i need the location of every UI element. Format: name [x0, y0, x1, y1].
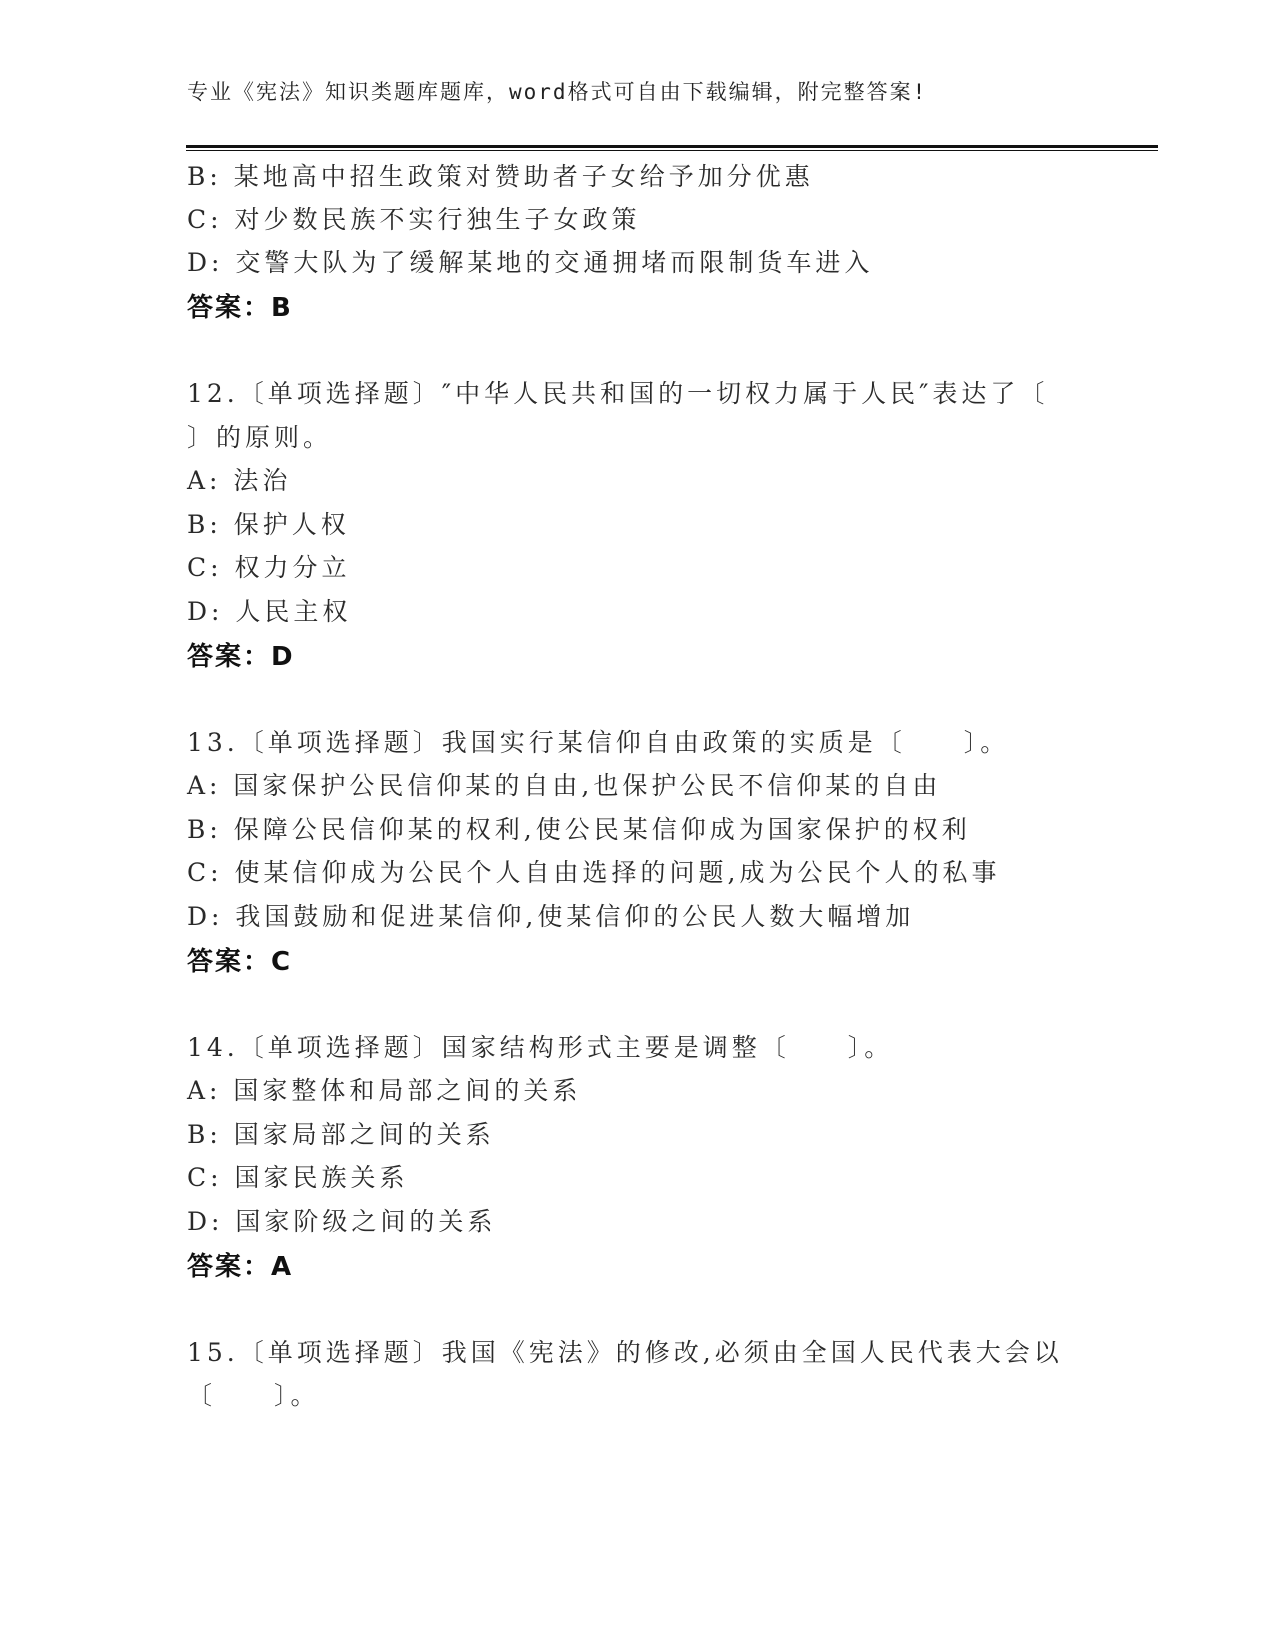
option-a: A: 法治 [187, 466, 292, 495]
page-header: 专业《宪法》知识类题库题库，word格式可自由下载编辑，附完整答案! [187, 80, 928, 104]
option-b: B: 国家局部之间的关系 [187, 1120, 495, 1149]
question-stem-cont: 〔 〕。 [187, 1381, 320, 1410]
question-stem: 12.〔单项选择题〕″中华人民共和国的一切权力属于人民″表达了〔 [187, 379, 1049, 408]
option-b: B: 保障公民信仰某的权利,使公民某信仰成为国家保护的权利 [187, 815, 971, 844]
answer: 答案：D [187, 642, 295, 672]
answer: 答案：A [187, 1252, 294, 1282]
option-c: C: 权力分立 [187, 553, 351, 582]
answer: 答案：B [187, 293, 293, 323]
option-d: D: 人民主权 [187, 597, 352, 626]
option-d: D: 交警大队为了缓解某地的交通拥堵而限制货车进入 [187, 248, 874, 277]
question-stem: 15.〔单项选择题〕我国《宪法》的修改,必须由全国人民代表大会以 [187, 1338, 1063, 1367]
option-d: D: 我国鼓励和促进某信仰,使某信仰的公民人数大幅增加 [187, 902, 915, 931]
option-a: A: 国家整体和局部之间的关系 [187, 1076, 582, 1105]
option-c: C: 使某信仰成为公民个人自由选择的问题,成为公民个人的私事 [187, 858, 1001, 887]
question-stem-cont: 〕的原则。 [187, 423, 333, 452]
option-c: C: 对少数民族不实行独生子女政策 [187, 205, 641, 234]
question-stem: 14.〔单项选择题〕国家结构形式主要是调整〔 〕。 [187, 1033, 894, 1062]
option-d: D: 国家阶级之间的关系 [187, 1207, 497, 1236]
option-b: B: 保护人权 [187, 510, 350, 539]
header-rule-thick [186, 145, 1158, 148]
question-stem: 13.〔单项选择题〕我国实行某信仰自由政策的实质是〔 〕。 [187, 728, 1010, 757]
option-c: C: 国家民族关系 [187, 1163, 409, 1192]
option-b: B: 某地高中招生政策对赞助者子女给予加分优惠 [187, 162, 814, 191]
header-rule-thin [186, 150, 1158, 151]
answer: 答案：C [187, 947, 293, 977]
option-a: A: 国家保护公民信仰某的自由,也保护公民不信仰某的自由 [187, 771, 942, 800]
